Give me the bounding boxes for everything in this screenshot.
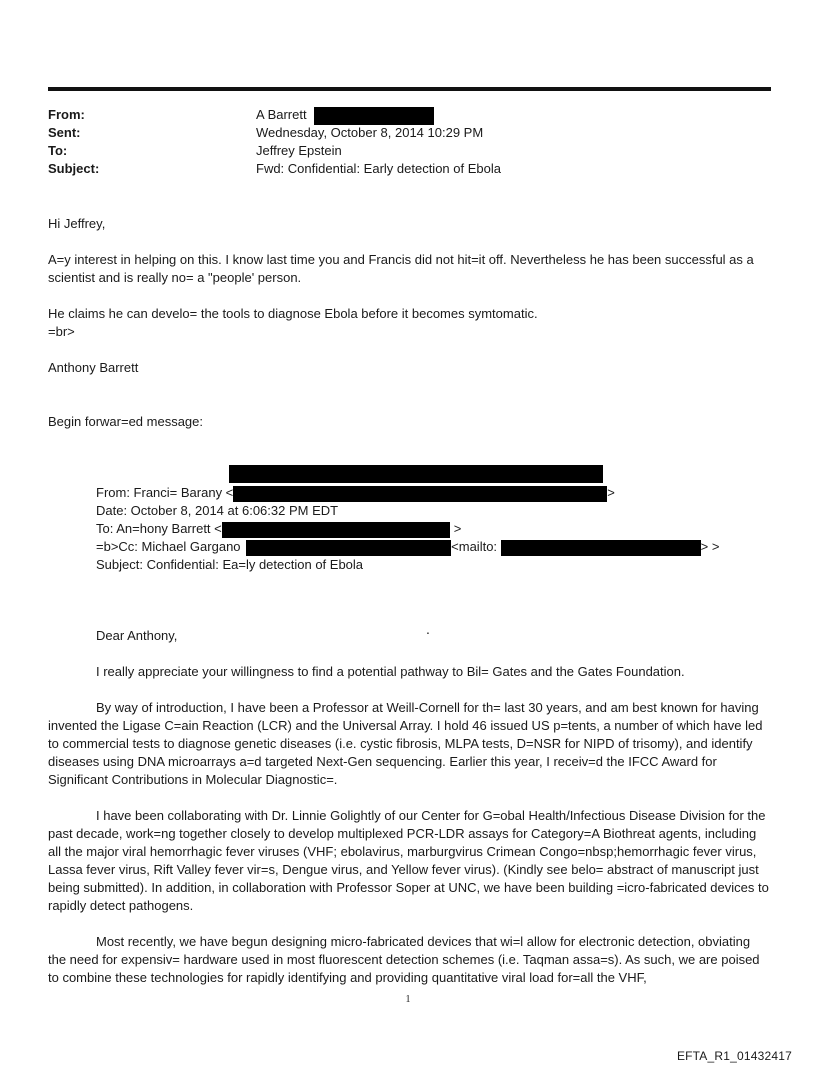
letter-paragraph-1: I really appreciate your willingness to find a potential pathway to Bil= Gates and the Gates Foundation.	[96, 664, 685, 679]
body-paragraph-1: A=y interest in helping on this. I know last time you and Francis did not hit=it off. Nevertheless he has been successful as a scientist and is really no= a "people' person.	[48, 252, 754, 285]
from-name: A Barrett	[256, 107, 307, 122]
from-value	[256, 106, 434, 125]
to-value: Jeffrey Epstein	[256, 143, 342, 158]
forwarded-header	[96, 484, 776, 574]
redaction-box	[501, 540, 701, 556]
email-header	[48, 106, 768, 178]
fwd-cc-line	[96, 538, 776, 556]
page-number: 1	[405, 994, 411, 1005]
fwd-subject: Subject: Confidential: Ea=ly detection of Ebola	[96, 557, 364, 572]
fwd-from-end: >	[607, 485, 615, 500]
greeting: Hi Jeffrey,	[48, 216, 106, 231]
header-divider-rule	[48, 87, 771, 91]
fwd-date-line	[96, 502, 776, 520]
header-sent-row	[48, 124, 768, 142]
sent-label: Sent:	[48, 125, 81, 140]
stray-dot: .	[426, 621, 430, 637]
letter-paragraph-2: By way of introduction, I have been a Professor at Weill-Cornell for th= last 30 years, and am best known for having invented the Ligase C=ain Reaction (LCR) and the Universal Array. I hold 46 issued US p=tents, a number of which have led to commercial tests to diagnose genetic diseases (i.e. cystic fibrosis, MLPA tests, D=NSR for NIPD of trisomy), and identify diseases using DNA microarrays a=d targeted Next-Gen sequencing. Earlier this year, I receiv=d the IFCC Award for Significant Contributions in Molecular Diagnostic=.	[48, 700, 763, 787]
body-paragraph-2-line-2: =br>	[48, 324, 75, 339]
header-to-row	[48, 142, 768, 160]
fwd-from-line	[96, 484, 776, 502]
body-paragraph-2-line-1: He claims he can develo= the tools to diagnose Ebola before it becomes symtomatic.	[48, 306, 538, 321]
sent-value: Wednesday, October 8, 2014 10:29 PM	[256, 125, 484, 140]
fwd-subject-line	[96, 556, 776, 574]
fwd-from: From: Franci= Barany <	[96, 485, 234, 500]
subject-value: Fwd: Confidential: Early detection of Ebola	[256, 161, 501, 176]
header-from-row	[48, 106, 768, 124]
redaction-box	[222, 522, 450, 538]
redaction-box	[314, 107, 434, 125]
subject-label: Subject:	[48, 161, 100, 176]
fwd-cc-mailto: <mailto:	[451, 539, 498, 554]
redaction-box	[233, 486, 607, 502]
letter-paragraph-3: I have been collaborating with Dr. Linnie Golightly of our Center for G=obal Health/Infectious Disease Division for the past decade, work=ng together closely to develop multiplexed PCR-LDR assays for Category=A Biothreat agents, including all the major viral hemorrhagic fever viruses (VHF; ebolavirus, marburgvirus Crimean Congo=nbsp;hemorrhagic fever virus, Lassa fever virus, Rift Valley fever vir=s, Dengue virus, and Yellow fever virus). (Kindly see belo= abstract of manuscript just being submitted). In addition, in collaboration with Professor Soper at UNC, we have been building =icro-fabricated devices to rapidly detect pathogens.	[48, 808, 769, 913]
fwd-date: Date: October 8, 2014 at 6:06:32 PM EDT	[96, 503, 339, 518]
letter-paragraph-4: Most recently, we have begun designing micro-fabricated devices that wi=l allow for electronic detection, obviating the need for expensiv= hardware used in most fluorescent detection schemes (i.e. Taqman assa=s). As such, we are poised to combine these technologies for rapidly identifying and providing quantitative viral load for=all the VHF,	[48, 934, 760, 985]
fwd-to: To: An=hony Barrett <	[96, 521, 222, 536]
redaction-box	[229, 465, 603, 483]
document-id: EFTA_R1_01432417	[676, 1049, 792, 1063]
signature: Anthony Barrett	[48, 360, 139, 375]
redaction-box	[246, 540, 451, 556]
fwd-cc: =b>Cc: Michael Gargano	[96, 539, 241, 554]
header-subject-row	[48, 160, 768, 178]
to-label: To:	[48, 143, 68, 158]
from-label: From:	[48, 107, 85, 122]
letter-salutation: Dear Anthony,	[96, 628, 178, 643]
fwd-cc-end: > >	[700, 539, 720, 554]
fwd-to-line	[96, 520, 776, 538]
forwarded-intro: Begin forwar=ed message:	[48, 414, 204, 429]
fwd-to-end: >	[453, 521, 462, 536]
